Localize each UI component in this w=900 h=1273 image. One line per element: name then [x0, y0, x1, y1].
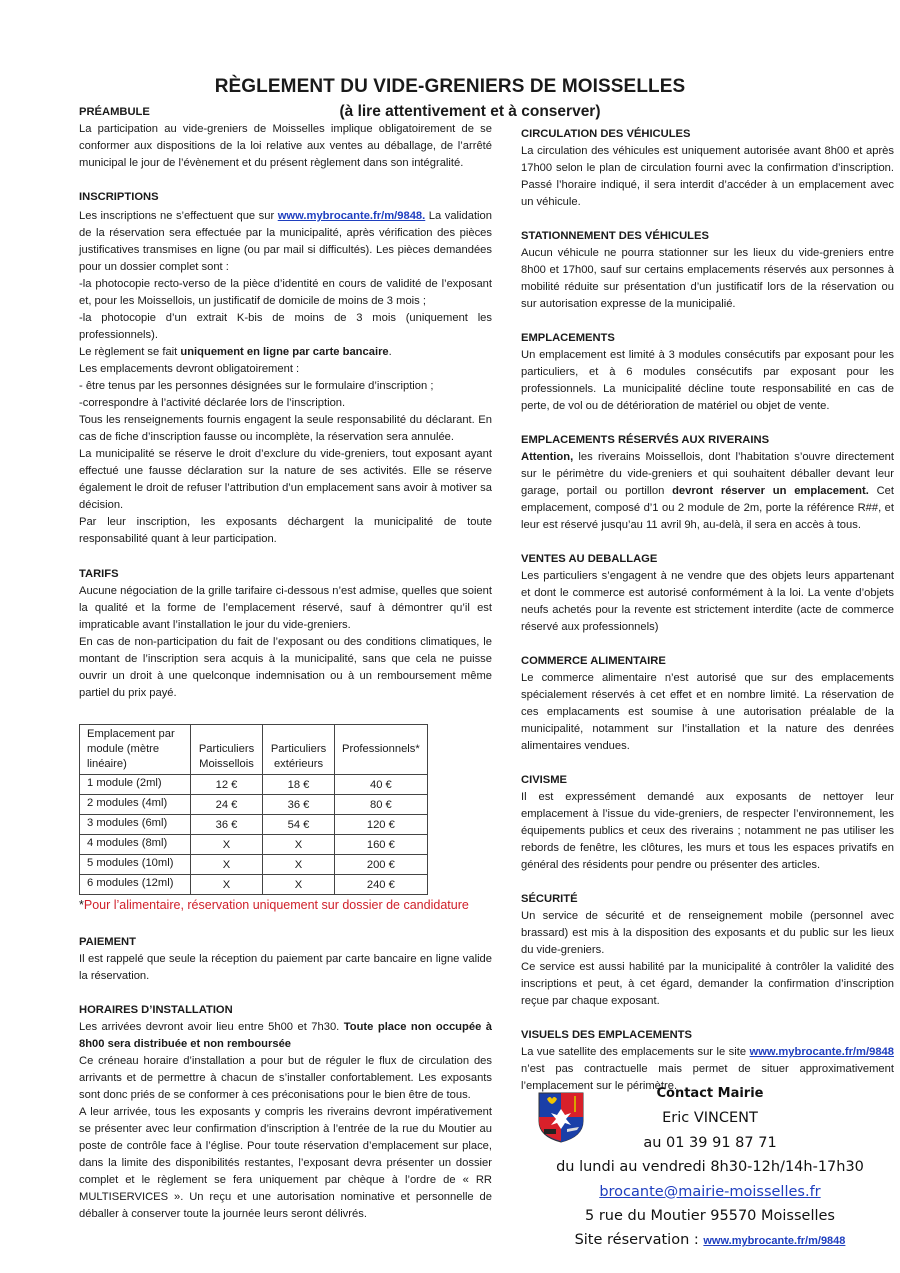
section-horaires	[79, 1002, 492, 1223]
table-cell: 12 €	[191, 775, 263, 795]
table-cell: 2 modules (4ml)	[80, 795, 191, 815]
tarifs-text: En cas de non-participation du fait de l’exposant ou des conditions climatiques, le montant de l’inscription sera acquis à la municipalité, sans que cela ne puisse ouvrir un droit à une quelconque indemnisation ou à un remboursement même partiel du prix payé.	[79, 636, 492, 699]
table-cell: 18 €	[263, 775, 335, 795]
contact-name: Eric VINCENT	[662, 1110, 758, 1127]
reservation-site-link[interactable]: www.mybrocante.fr/m/9848	[703, 1235, 846, 1248]
table-cell: X	[263, 855, 335, 875]
contact-block	[525, 1082, 895, 1254]
note-text: Pour l’alimentaire, réservation uniquement sur dossier de candidature	[83, 898, 469, 912]
section-inscriptions	[79, 189, 492, 548]
section-text	[521, 449, 894, 534]
table-cell: 3 modules (6ml)	[80, 815, 191, 835]
section-heading: SÉCURITÉ	[521, 893, 578, 905]
section-riverains	[521, 432, 894, 534]
section-text: Ce créneau horaire d’installation a pour but de réguler le flux de circulation des arrivants et de permettre à chacun de s’installer confortablement. Les exposants sont donc priés de se conformer à ces préconisations pour le bien être de tous.	[79, 1055, 492, 1101]
section-heading: PRÉAMBULE	[79, 106, 150, 118]
section-text: Un emplacement est limité à 3 modules consécutifs par exposant pour les particuliers, et à 6 modules consécutifs par exposant pour les professionnels. La municipalité décline toute responsabilité en cas de perte, de vol ou de détérioration de matériel ou objet de vente.	[521, 349, 894, 412]
table-cell: 24 €	[191, 795, 263, 815]
table-cell: 36 €	[191, 815, 263, 835]
payment-rule	[79, 344, 492, 361]
section-heading: VISUELS DES EMPLACEMENTS	[521, 1029, 692, 1041]
section-securite	[521, 891, 894, 1010]
section-text: A leur arrivée, tous les exposants y compris les riverains devront impérativement se présenter avec leur confirmation d’inscription à l’entrée de la rue du Moutier au poste de contrôle face à l’église. Pour toute réservation d’emplacement sur place, dans la limite des disponibilités restantes, l’exposant devra présenter un dossier complet et le règlement se fera uniquement par chèque à l’ordre de « RR MULTISERVICES ». Un reçu et une autorisation nominative et personnelle de déballer à conserver toute la journée leurs seront délivrés.	[79, 1106, 492, 1220]
table-cell: 54 €	[263, 815, 335, 835]
table-row	[80, 795, 428, 815]
text-span: .	[388, 346, 392, 358]
inscriptions-intro	[79, 208, 492, 276]
section-heading: TARIFS	[79, 568, 119, 580]
bold-span: Toute place non occupée à 8h00 sera distribuée et non remboursée	[79, 1021, 492, 1050]
section-heading: VENTES AU DEBALLAGE	[521, 553, 658, 565]
section-commerce	[521, 653, 894, 755]
section-heading: STATIONNEMENT DES VÉHICULES	[521, 230, 709, 242]
section-heading: PAIEMENT	[79, 936, 136, 948]
table-cell: 5 modules (10ml)	[80, 855, 191, 875]
table-row	[80, 815, 428, 835]
table-cell: X	[191, 835, 263, 855]
section-text: Aucun véhicule ne pourra stationner sur les lieux du vide-greniers entre 8h00 et 17h00, sauf sur certains emplacements réservés aux personnes à mobilité réduite sur présentation d’un justificatif lors de la réservation ou sur autorisation expresse de la municipalié.	[521, 247, 894, 310]
text-span: La vue satellite des emplacements sur le site	[521, 1046, 750, 1058]
exclusion-text: La municipalité se réserve le droit d’exclure du vide-greniers, tout exposant ayant effectué une fausse déclaration sur la nature de ses activités. Elle se réserve également le droit de refuser l’attribution d’un emplacement sans avoir à motiver sa décision.	[79, 448, 492, 511]
section-heading: HORAIRES D’INSTALLATION	[79, 1004, 233, 1016]
document-item: -la photocopie d’un extrait K-bis de moins de 3 mois (uniquement les professionnels).	[79, 312, 492, 341]
section-civisme	[521, 772, 894, 874]
section-heading: CIRCULATION DES VÉHICULES	[521, 128, 691, 140]
text-span: les riverains Moissellois, dont l’habitation s’ouvre directement sur le périmètre du vide-greniers et qui souhaitent déballer devant leur garage, portail ou portillon	[521, 451, 894, 497]
table-cell: X	[263, 875, 335, 895]
contact-hours: du lundi au vendredi 8h30-12h/14h-17h30	[556, 1159, 864, 1176]
section-heading: EMPLACEMENTS RÉSERVÉS AUX RIVERAINS	[521, 434, 770, 446]
document-subtitle: (à lire attentivement et à conserver)	[339, 103, 601, 120]
column-header: Emplacement par module (mètre linéaire)	[80, 725, 191, 775]
tarifs-table	[79, 724, 428, 895]
section-text: Les particuliers s’engagent à ne vendre que des objets leurs appartenant et dont le commerce est autorisé conformément à la loi. La vente d’objets neufs achetés pour la revente est strictement interdite (acte de commerce réservé aux professionnels)	[521, 570, 894, 633]
table-cell: X	[191, 875, 263, 895]
table-cell: 160 €	[335, 835, 428, 855]
document-title: RÈGLEMENT DU VIDE-GRENIERS DE MOISSELLES	[214, 76, 686, 97]
mybrocante-link[interactable]: www.mybrocante.fr/m/9848	[749, 1046, 894, 1058]
table-row	[80, 835, 428, 855]
obligations-intro: Les emplacements devront obligatoirement :	[79, 363, 300, 375]
table-row	[80, 855, 428, 875]
column-header: Professionnels*	[335, 725, 428, 775]
section-text: Le commerce alimentaire n’est autorisé que sur des emplacements spécialement réservés à cet effet et en nombre limité. La réservation de ces emplacaments est soumise à une autorisation préalable de la municipalité, notamment sur l’installation et la nature des denrées alimentaires vendues.	[521, 672, 894, 752]
table-cell: X	[263, 835, 335, 855]
table-cell: 80 €	[335, 795, 428, 815]
obligation-item: -correspondre à l’activité déclarée lors de l’inscription.	[79, 397, 346, 409]
section-stationnement	[521, 228, 894, 313]
section-emplacements	[521, 330, 894, 415]
text-span: n’est pas contractuelle mais permet de situer approximativement l’emplacement sur le périmètre.	[521, 1063, 894, 1092]
text-span: Les inscriptions ne s’effectuent que sur	[79, 210, 278, 222]
decharge-text: Par leur inscription, les exposants déchargent la municipalité de toute responsabilité quant à leur participation.	[79, 516, 492, 545]
section-text: Ce service est aussi habilité par la municipalité à contrôler la validité des inscriptions et peut, à cet égard, demander la confirmation d’inscription reçue par chaque exposant.	[521, 961, 894, 1007]
table-header-row	[80, 725, 428, 775]
section-heading: COMMERCE ALIMENTAIRE	[521, 655, 666, 667]
section-heading: EMPLACEMENTS	[521, 332, 615, 344]
obligation-item: - être tenus par les personnes désignées sur le formulaire d’inscription ;	[79, 380, 434, 392]
text-span: Le règlement se fait	[79, 346, 181, 358]
asterisk: *	[79, 898, 84, 912]
left-column	[79, 104, 492, 1240]
section-heading: CIVISME	[521, 774, 568, 786]
table-cell: 4 modules (8ml)	[80, 835, 191, 855]
contact-email-link[interactable]: brocante@mairie-moisselles.fr	[599, 1183, 821, 1200]
document-item: -la photocopie recto-verso de la pièce d’identité en cours de validité de l’exposant et, pour les Moissellois, un justificatif de domicile de moins de 3 mois ;	[79, 278, 492, 307]
table-cell: 240 €	[335, 875, 428, 895]
table-cell: 1 module (2ml)	[80, 775, 191, 795]
section-ventes	[521, 551, 894, 636]
section-preambule	[79, 104, 492, 172]
contact-address: 5 rue du Moutier 95570 Moisselles	[584, 1208, 835, 1225]
section-text: Un service de sécurité et de renseignement mobile (personnel avec brassard) est mis à la disposition des exposants et du public sur les lieux du vide-greniers.	[521, 910, 894, 956]
text-span: Cet emplacement, composé d’1 ou 2 module de 2m, porte la référence R##, et leur est réservé jusqu’au 11 avril 9h, au-delà, il sera en accès à tous.	[521, 485, 894, 531]
section-circulation	[521, 126, 894, 211]
mybrocante-link[interactable]: www.mybrocante.fr/m/9848.	[277, 210, 426, 222]
site-label: Site réservation :	[574, 1232, 704, 1249]
section-heading: INSCRIPTIONS	[79, 191, 159, 203]
alimentaire-note	[79, 897, 492, 914]
contact-phone: au 01 39 91 87 71	[643, 1134, 777, 1151]
responsabilite-text: Tous les renseignements fournis engagent la seule responsabilité du déclarant. En cas de fiche d’inscription fausse ou incomplète, la réservation sera annulée.	[79, 414, 492, 443]
section-text: La participation au vide-greniers de Moisselles implique obligatoirement de se conformer aux dispositions de la loi relative aux ventes au déballage, de l’arrêté municipal le jour de l’évènement et du présent règlement dans son intégralité.	[79, 123, 492, 169]
section-text: La circulation des véhicules est uniquement autorisée avant 8h00 et après 17h00 selon le plan de circulation fourni avec la confirmation d’inscription. Passé l’horaire indiqué, il sera interdit d’accéder à un emplacement avec un véhicule.	[521, 145, 894, 208]
table-cell: X	[191, 855, 263, 875]
table-cell: 36 €	[263, 795, 335, 815]
right-column	[521, 126, 894, 1112]
section-text: Il est expressément demandé aux exposants de nettoyer leur emplacement à l’issue du vide-greniers, de respecter l’environnement, les équipements publics et ceux des riverains ; notamment ne pas utiliser les rebords de fenêtre, les clôtures, les murs et tous les espaces privatifs en général des résidents pour pendre ou présenter des articles.	[521, 791, 894, 871]
contact-title: Contact Mairie	[656, 1086, 764, 1101]
table-row	[80, 875, 428, 895]
column-header: Particuliers extérieurs	[263, 725, 335, 775]
bold-span: Attention,	[521, 451, 574, 463]
text-span: La validation de la réservation sera effectuée par la municipalité, après vérification des pièces justificatives transmises en ligne (ou par mail si difficultés). Les pièces demandées pour un dossier complet sont :	[79, 210, 492, 273]
column-header: Particuliers Moissellois	[191, 725, 263, 775]
table-cell: 6 modules (12ml)	[80, 875, 191, 895]
arrivals-text	[79, 1019, 492, 1053]
table-row	[80, 775, 428, 795]
section-paiement	[79, 934, 492, 985]
tarifs-text: Aucune négociation de la grille tarifaire ci-dessous n’est admise, quelles que soient la qualité et la forme de l’emplacement réservé, sauf à démontrer qu’il est impraticable avant l’installation le jour du vide-greniers.	[79, 585, 492, 631]
table-cell: 40 €	[335, 775, 428, 795]
text-span: Les arrivées devront avoir lieu entre 5h00 et 7h30.	[79, 1021, 344, 1033]
section-tarifs	[79, 566, 492, 914]
table-cell: 200 €	[335, 855, 428, 875]
reservation-site	[525, 1228, 895, 1253]
bold-span: uniquement en ligne par carte bancaire	[180, 346, 389, 358]
section-text: Il est rappelé que seule la réception du paiement par carte bancaire en ligne valide la réservation.	[79, 953, 492, 982]
bold-span: devront réserver un emplacement.	[672, 485, 869, 497]
table-cell: 120 €	[335, 815, 428, 835]
